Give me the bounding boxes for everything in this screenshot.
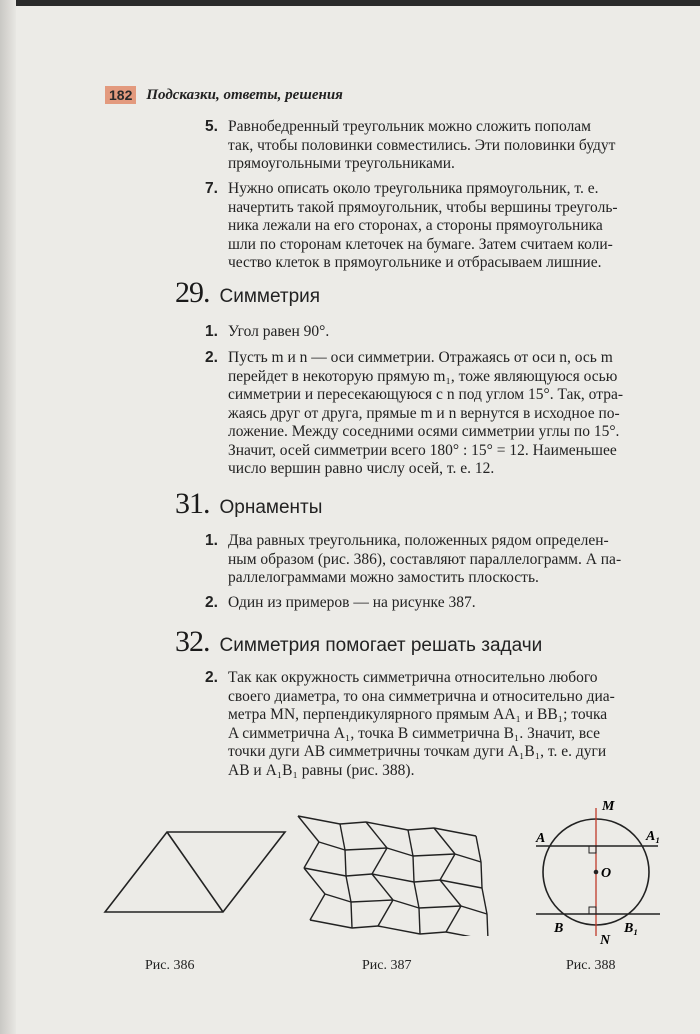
item-number: 2. — [205, 349, 218, 366]
tiling-edge — [345, 850, 346, 876]
tiling-edge — [351, 902, 352, 928]
item-text — [228, 118, 683, 174]
tiling-edge — [455, 854, 481, 862]
item-text — [228, 349, 683, 479]
figure-386-caption: Рис. 386 — [145, 958, 195, 973]
label-A: A — [536, 831, 546, 846]
item-text — [228, 532, 683, 588]
top-edge — [0, 0, 700, 6]
item-number: 1. — [205, 532, 218, 549]
item-number: 2. — [205, 594, 218, 611]
tiling-edge — [393, 900, 419, 908]
tiling-edge — [419, 906, 461, 908]
item-number: 5. — [205, 118, 218, 135]
text-line: Угол равен 90°. — [228, 323, 330, 340]
tiling-edge — [378, 926, 420, 934]
answer-29-1 — [205, 323, 683, 342]
tiling-edge — [351, 900, 393, 902]
tiling-edge — [319, 842, 345, 850]
tiling-edge — [461, 906, 487, 914]
section-number: 32. — [175, 625, 210, 658]
page-number: 182 — [105, 86, 136, 104]
right-angle-mark — [589, 907, 596, 914]
tiling-edge — [325, 894, 351, 902]
answer-31-1 — [205, 532, 683, 588]
text-line: Два равных треугольника, положенных рядом определен- — [228, 532, 609, 549]
item-text — [228, 594, 683, 613]
answer-32-2 — [205, 669, 683, 780]
text-line: Один из примеров — на рисунке 387. — [228, 594, 476, 611]
tiling-edge — [481, 862, 482, 888]
answer-31-2 — [205, 594, 683, 613]
tiling-edge — [420, 932, 446, 934]
tiling-edge — [346, 874, 372, 876]
tiling-edge — [440, 854, 455, 880]
item-text — [228, 180, 683, 273]
tiling-edge — [414, 882, 419, 908]
tiling-edge — [476, 836, 481, 862]
text-line: A симметрична A₁, точка B симметрична B₁. Значит, все — [228, 724, 601, 742]
center-point — [594, 870, 599, 875]
text-line: ложение. Между соседними осями симметрии углы по 15°. — [228, 423, 620, 440]
text-line: метра MN, перпендикулярного прямым AA₁ и BB₁; точка — [228, 706, 608, 723]
label-O: O — [601, 866, 612, 881]
item-number: 2. — [205, 669, 218, 686]
item-number: 1. — [205, 323, 218, 340]
text-line: так, чтобы половинки совместились. Эти половинки будут — [228, 136, 616, 154]
tiling-edge — [408, 828, 434, 830]
tiling-edge — [310, 894, 325, 920]
text-line: число вершин равно числу осей, т. е. 12. — [228, 460, 495, 477]
section-heading-32 — [175, 625, 542, 659]
answer-29-2 — [205, 349, 683, 479]
tiling-edge — [413, 856, 414, 882]
text-line: начертить такой прямоугольник, чтобы вершины треуголь- — [228, 198, 618, 216]
text-line: прямоугольными треугольниками. — [228, 155, 455, 172]
answer-item-7 — [205, 180, 683, 273]
tiling-edge — [487, 914, 488, 936]
section-title: Симметрия помогает решать задачи — [219, 635, 543, 656]
tiling-edge — [414, 880, 440, 882]
right-angle-mark — [589, 846, 596, 853]
tiling-edge — [387, 848, 413, 856]
tiling-edge — [304, 842, 319, 868]
tiling-edge — [419, 908, 420, 934]
section-heading-29 — [175, 276, 320, 310]
text-line: перейдет в некоторую прямую m₁, тоже являющуюся осью — [228, 367, 618, 385]
tiling-edge — [340, 822, 366, 824]
text-line: раллелограммами можно замостить плоскость. — [228, 569, 539, 586]
tiling-edge — [346, 876, 351, 902]
tiling-edge — [446, 932, 488, 936]
text-line: Так как окружность симметрична относительно любого — [228, 669, 598, 686]
answer-item-5 — [205, 118, 683, 174]
label-B1: B₁ — [624, 921, 639, 936]
tiling-edge — [352, 926, 378, 928]
label-N: N — [600, 933, 611, 948]
tiling-edge — [413, 854, 455, 856]
label-M: M — [602, 799, 615, 814]
text-line: ным образом (рис. 386), составляют параллелограмм. А па- — [228, 550, 622, 568]
item-text — [228, 669, 683, 780]
tiling-edge — [408, 830, 413, 856]
text-line: Равнобедренный треугольник можно сложить пополам — [228, 118, 591, 135]
running-title: Подсказки, ответы, решения — [146, 86, 343, 103]
tiling-edge — [310, 920, 352, 928]
tiling-edge — [482, 888, 487, 914]
text-line: симметрии и пересекающуюся с n под углом 15°. Так, отра- — [228, 386, 623, 403]
text-line: жаясь друг от друга, прямые m и n вернутся в исходное по- — [228, 404, 620, 422]
section-heading-31 — [175, 487, 322, 521]
item-number: 7. — [205, 180, 218, 197]
tiling-edge — [446, 906, 461, 932]
label-B: B — [554, 921, 564, 936]
text-line: Пусть m и n — оси симметрии. Отражаясь от оси n, ось m — [228, 349, 613, 366]
tiling-edge — [372, 848, 387, 874]
tiling-edge — [340, 824, 345, 850]
figure-388-caption: Рис. 388 — [566, 958, 616, 973]
text-line: своего диаметра, то она симметрична и относительно диа- — [228, 687, 615, 705]
text-line: ника лежали на его сторонах, а стороны прямоугольника — [228, 217, 603, 234]
section-title: Симметрия — [219, 286, 321, 307]
label-A1: A₁ — [646, 829, 661, 844]
section-number: 29. — [175, 276, 210, 309]
text-line: точки дуги AB симметричны точкам дуги A₁B₁, т. е. дуги — [228, 743, 607, 760]
figure-387-tiling — [286, 808, 496, 936]
text-line: Значит, осей симметрии всего 180° : 15° = 12. Наименьшее — [228, 441, 617, 459]
page-header — [105, 84, 343, 106]
figure-387-caption: Рис. 387 — [362, 958, 412, 973]
section-title: Орнаменты — [219, 497, 323, 518]
text-line: шли по сторонам клеточек на бумаге. Затем считаем коли- — [228, 235, 613, 253]
text-line: чество клеток в прямоугольнике и отбрасываем лишние. — [228, 254, 602, 271]
figure-386-parallelogram — [100, 826, 290, 918]
section-number: 31. — [175, 487, 210, 520]
page-gutter-shadow — [0, 0, 16, 1034]
figure-388-circle — [528, 796, 678, 948]
text-line: AB и A₁B₁ равны (рис. 388). — [228, 761, 415, 779]
diagonal-line — [167, 832, 223, 912]
tiling-edge — [345, 848, 387, 850]
item-text — [228, 323, 683, 342]
text-line: Нужно описать около треугольника прямоугольник, т. е. — [228, 180, 599, 197]
tiling-edge — [378, 900, 393, 926]
